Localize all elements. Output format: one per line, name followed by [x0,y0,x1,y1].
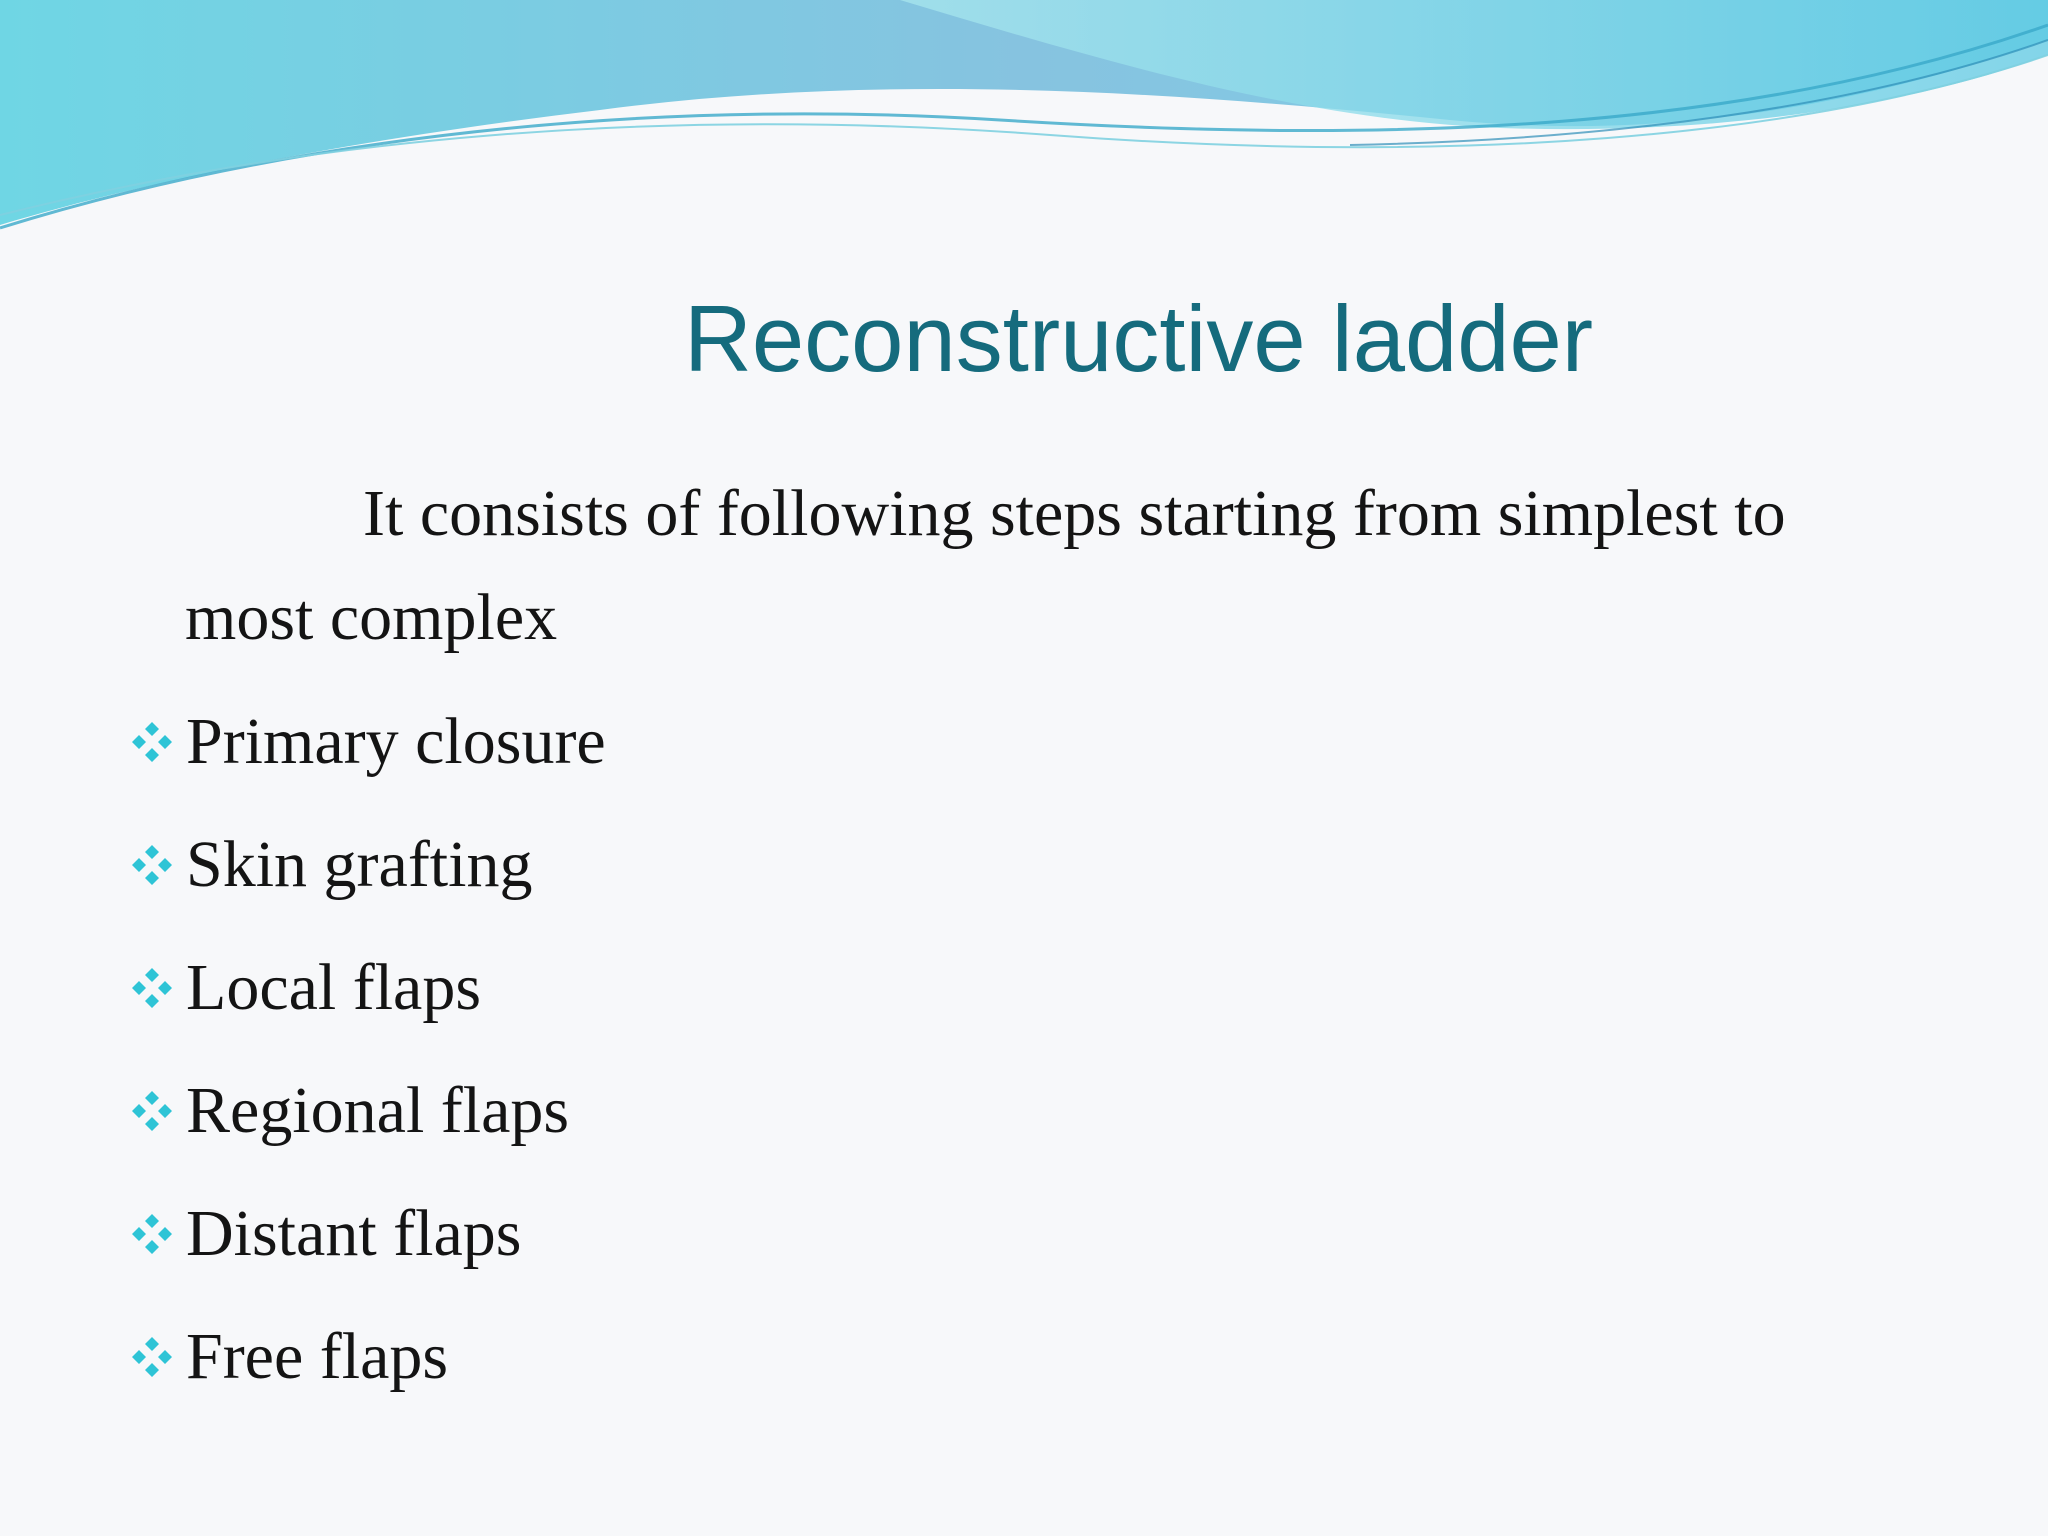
intro-text [185,462,1945,670]
step-label: Primary closure [186,704,606,778]
step-label: Distant flaps [186,1196,522,1270]
list-item [126,680,606,803]
list-item [126,1172,606,1295]
four-diamond-bullet-icon [126,1208,178,1260]
four-diamond-bullet-icon [126,716,178,768]
intro-line-2: most complex [185,581,558,654]
steps-list [126,680,606,1418]
list-item [126,803,606,926]
four-diamond-bullet-icon [126,839,178,891]
four-diamond-bullet-icon [126,1085,178,1137]
step-label: Regional flaps [186,1073,570,1147]
four-diamond-bullet-icon [126,962,178,1014]
header-wave-decoration [0,0,2048,250]
list-item [126,926,606,1049]
slide-title: Reconstructive ladder [684,286,1594,391]
list-item [126,1049,606,1172]
list-item [126,1295,606,1418]
step-label: Free flaps [186,1319,449,1393]
step-label: Skin grafting [186,827,533,901]
intro-line-1: It consists of following steps starting from simplest to [363,477,1786,550]
four-diamond-bullet-icon [126,1331,178,1383]
step-label: Local flaps [186,950,482,1024]
